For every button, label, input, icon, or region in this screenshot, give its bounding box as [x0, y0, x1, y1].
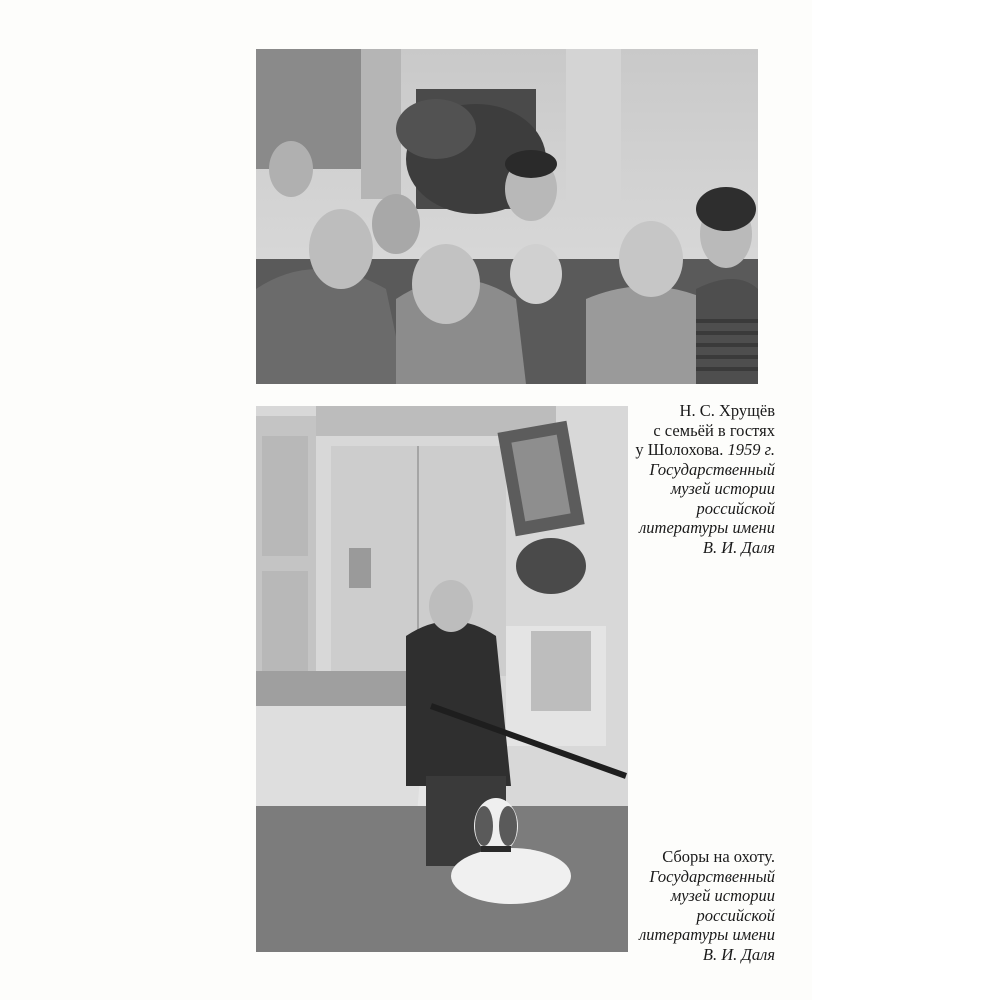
caption-line: Н. С. Хрущёв: [679, 401, 775, 420]
caption-line: [615, 440, 775, 460]
caption-source-line: российской: [696, 905, 775, 925]
top-photo-caption: [615, 401, 775, 557]
caption-source-line: В. И. Даля: [702, 537, 775, 557]
page-margin: [812, 0, 1000, 1000]
caption-source-line: литературы имени: [639, 518, 775, 537]
caption-source-line: музей истории: [670, 886, 775, 905]
hunting-preparation-photo: [256, 406, 628, 952]
caption-line: Сборы на охоту.: [662, 847, 775, 866]
hunting-preparation-image: [256, 406, 628, 952]
caption-source-line: музей истории: [670, 479, 775, 498]
caption-text: у Шолохова.: [635, 440, 728, 459]
caption-line: с семьёй в гостях: [653, 420, 775, 440]
caption-source-line: литературы имени: [639, 925, 775, 944]
caption-source-line: Государственный: [649, 459, 775, 479]
caption-source-line: Государственный: [649, 866, 775, 886]
group-portrait-image: [256, 49, 758, 384]
caption-source-line: российской: [696, 498, 775, 518]
bottom-photo-caption: [615, 847, 775, 964]
caption-source-line: В. И. Даля: [702, 944, 775, 964]
group-portrait-photo: [256, 49, 758, 384]
caption-year: 1959 г.: [727, 440, 775, 459]
